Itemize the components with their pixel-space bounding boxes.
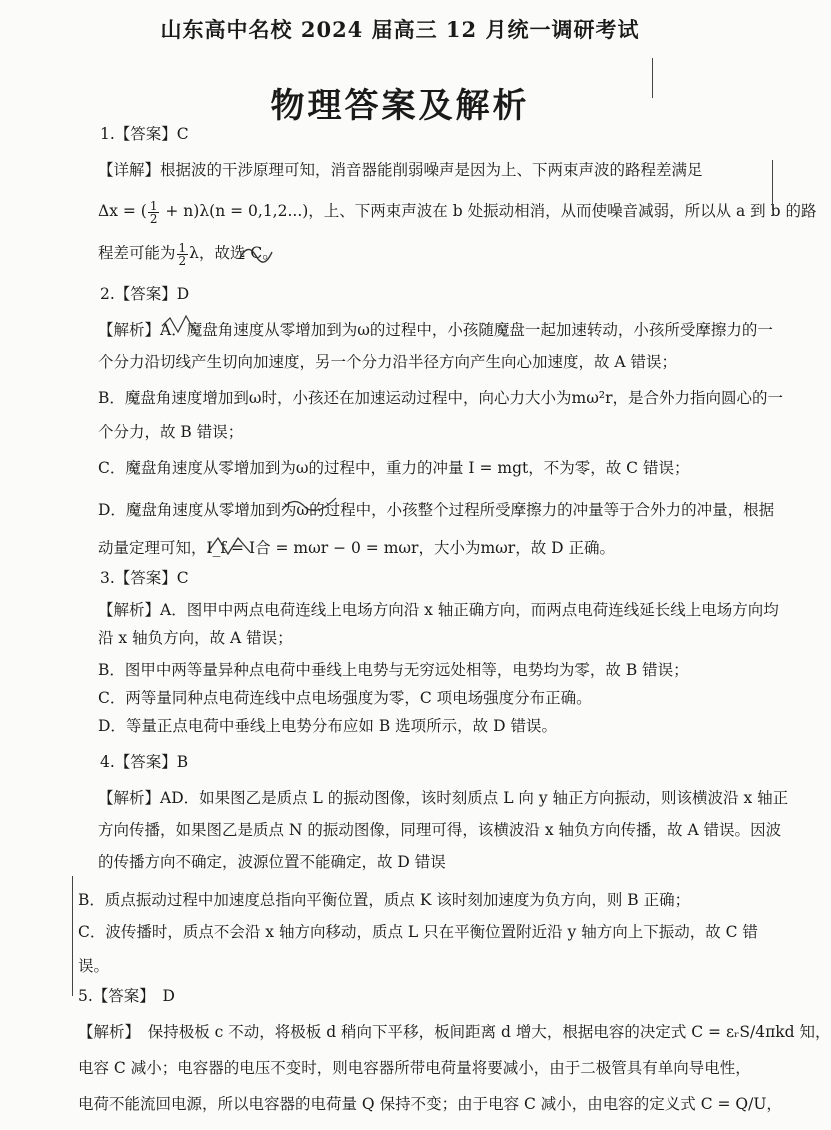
- q2-line-3: B．魔盘角速度增加到ω时，小孩还在加速运动过程中，向心力大小为mω²r，是合外力指向圆心的一: [98, 389, 783, 407]
- fraction-numerator: 1: [149, 198, 158, 213]
- document-title: 物理答案及解析: [270, 86, 530, 126]
- fraction-numerator: 1: [178, 240, 187, 255]
- pen-scribble-3: [280, 492, 340, 518]
- q1-line-2: [98, 198, 817, 226]
- q5-line-3: 电荷不能流回电源，所以电容器的电荷量 Q 保持不变；由于电容 C 减小，由电容的定义式 C = Q/U，: [78, 1095, 782, 1113]
- exam-title: 山东高中名校 2024 届高三 12 月统一调研考试: [160, 17, 640, 42]
- q4-line-1: 【解析】AD．如果图乙是质点 L 的振动图像，该时刻质点 L 向 y 轴正方向振动，则该横波沿 x 轴正: [98, 789, 789, 807]
- q2-answer: 2.【答案】D: [100, 285, 190, 303]
- q1-line-1: 【详解】根据波的干涉原理可知，消音器能削弱噪声是因为上、下两束声波的路程差满足: [98, 161, 703, 179]
- q3-line-2: 沿 x 轴负方向，故 A 错误；: [98, 629, 293, 647]
- pen-scribble: [236, 238, 276, 268]
- q3-line-4: C．两等量同种点电荷连线中点电场强度为零，C 项电场强度分布正确。: [98, 689, 592, 707]
- scan-mark-line-2: [772, 160, 773, 210]
- pen-scribble-2: [160, 312, 200, 338]
- q1-fraction: [148, 200, 160, 225]
- q1-line-2-start: Δx = (: [98, 202, 147, 220]
- q3-answer: 3.【答案】C: [100, 569, 189, 587]
- q3-line-3: B．图甲中两等量异种点电荷中垂线上电势与无穷远处相等，电势均为零，故 B 错误；: [98, 661, 689, 679]
- q4-answer: 4.【答案】B: [100, 753, 189, 771]
- q5-line-2: 电容 C 减小；电容器的电压不变时，则电容器所带电荷量将要减小，由于二极管具有单向导电性，: [78, 1059, 751, 1077]
- scan-mark-line: [652, 58, 653, 98]
- scan-margin-line: [72, 876, 73, 996]
- q3-line-1: 【解析】A．图甲中两点电荷连线上电场方向沿 x 轴正确方向，而两点电荷连线延长线上电场方向均: [98, 601, 779, 619]
- q2-line-6: D．魔盘角速度从零增加到为ω的过程中，小孩整个过程所受摩擦力的冲量等于合外力的冲量，根据: [98, 501, 775, 519]
- q2-line-5: C．魔盘角速度从零增加到为ω的过程中，重力的冲量 I = mgt，不为零，故 C 错误；: [98, 459, 690, 477]
- q1-answer: 1.【答案】C: [100, 125, 189, 143]
- q4-line-6: 误。: [78, 957, 110, 975]
- fraction-denominator: 2: [149, 211, 158, 226]
- q2-line-4: 个分力，故 B 错误；: [98, 423, 244, 441]
- q4-line-5: C．波传播时，质点不会沿 x 轴方向移动，质点 L 只在平衡位置附近沿 y 轴方向上下振动，故 C 错: [78, 923, 758, 941]
- q2-line-2: 个分力沿切线产生切向加速度，另一个分力沿半径方向产生向心加速度，故 A 错误；: [98, 353, 678, 371]
- q1-line-3-end: λ，故选 C。: [189, 244, 278, 262]
- q1-line-2-end: + n)λ(n = 0,1,2...)，上、下两束声波在 b 处振动相消，从而使噪音减弱，所以从 a 到 b 的路: [160, 202, 817, 220]
- q1-line-3: [98, 240, 748, 266]
- q4-line-4: B．质点振动过程中加速度总指向平衡位置，质点 K 该时刻加速度为负方向，则 B 正确；: [78, 891, 691, 909]
- fraction-denominator: 2: [178, 253, 187, 268]
- q4-line-2: 方向传播，如果图乙是质点 N 的振动图像，同理可得，该横波沿 x 轴负方向传播，故 A 错误。因波: [98, 821, 782, 839]
- q5-line-1: 【解析】 保持极板 c 不动，将极板 d 稍向下平移，板间距离 d 增大，根据电容的决定式 C = εᵣS/4πkd 知，: [78, 1023, 831, 1041]
- q2-line-7: 动量定理可知，I_f = I合 = mωr − 0 = mωr，大小为mωr，故 D 正确。: [98, 539, 615, 557]
- q1-fraction-2: [177, 242, 189, 267]
- pen-scribble-4: [206, 532, 256, 560]
- q1-line-3-start: 程差可能为: [98, 244, 176, 262]
- q4-line-3: 的传播方向不确定，波源位置不能确定，故 D 错误: [98, 853, 446, 871]
- q2-line-1: 【解析】A．魔盘角速度从零增加到为ω的过程中，小孩随魔盘一起加速转动，小孩所受摩擦力的一: [98, 321, 773, 339]
- q5-answer: 5.【答案】 D: [78, 987, 175, 1005]
- q3-line-5: D．等量正点电荷中垂线上电势分布应如 B 选项所示，故 D 错误。: [98, 717, 557, 735]
